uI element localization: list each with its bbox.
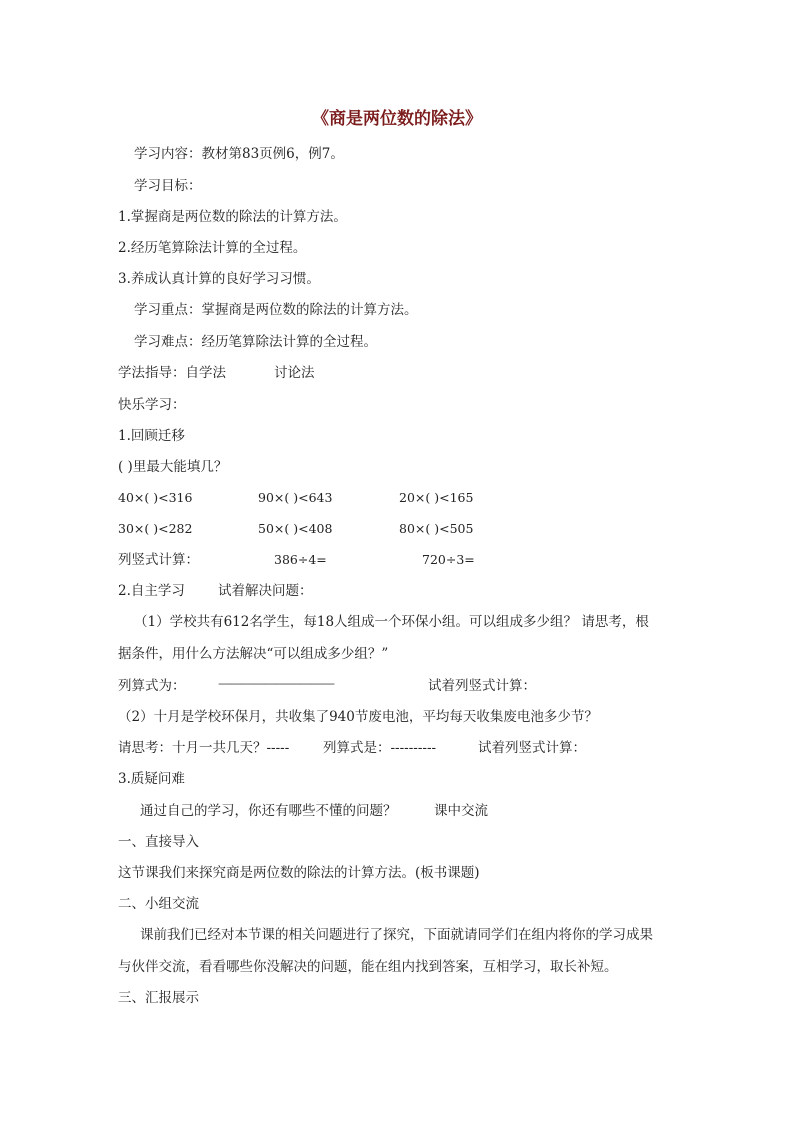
section-3-heading: 三、汇报展示 <box>118 990 199 1006</box>
fill-item: 40×( )<316 <box>118 490 193 505</box>
try-vertical-2: 试着列竖式计算： <box>478 740 586 756</box>
try-solve: 试着解决问题： <box>218 583 313 599</box>
formula-blank: —————————— <box>218 676 333 692</box>
difficulty: 学习难点：经历笔算除法计算的全过程。 <box>134 334 377 350</box>
fill-item: 20×( )<165 <box>399 490 474 505</box>
formula-2: 列算式是：---------- <box>323 740 437 756</box>
question-heading: 3.质疑问难 <box>118 771 185 787</box>
fill-item: 90×( )<643 <box>258 490 333 505</box>
fill-item: 50×( )<408 <box>258 521 333 536</box>
problem-1-line-1: （1）学校共有612名学生，每18人组成一个环保小组。可以组成多少组？ 请思考，根 <box>134 614 649 630</box>
review-heading: 1.回顾迁移 <box>118 428 185 444</box>
calc-item: 720÷3= <box>422 552 475 567</box>
calc-item: 386÷4= <box>274 552 327 567</box>
goal-1: 1.掌握商是两位数的除法的计算方法。 <box>118 209 347 225</box>
class-exchange: 课中交流 <box>434 803 488 819</box>
try-vertical: 试着列竖式计算： <box>428 678 536 694</box>
learning-content: 学习内容：教材第83页例6，例7。 <box>134 146 344 162</box>
fill-item: 80×( )<505 <box>399 521 474 536</box>
method-label: 学法指导：自学法 <box>118 365 226 381</box>
method-2: 讨论法 <box>274 365 315 381</box>
think-days: 请思考：十月一共几天？----- <box>118 740 290 756</box>
vertical-calc-label: 列竖式计算： <box>118 552 199 568</box>
self-study-heading: 2.自主学习 <box>118 583 185 599</box>
section-2-line-1: 课前我们已经对本节课的相关问题进行了探究，下面就请同学们在组内将你的学习成果 <box>140 927 653 943</box>
section-2-line-2: 与伙伴交流，看看哪些你没解决的问题，能在组内找到答案，互相学习，取长补短。 <box>118 959 618 975</box>
happy-learning: 快乐学习： <box>118 397 186 413</box>
question-text: 通过自己的学习，你还有哪些不懂的问题？ <box>140 803 397 819</box>
section-1-heading: 一、直接导入 <box>118 834 199 850</box>
goal-3: 3.养成认真计算的良好学习习惯。 <box>118 271 320 287</box>
key-point: 学习重点：掌握商是两位数的除法的计算方法。 <box>134 302 418 318</box>
section-1-text: 这节课我们来探究商是两位数的除法的计算方法。(板书课题) <box>118 865 480 881</box>
fill-item: 30×( )<282 <box>118 521 193 536</box>
problem-2: （2）十月是学校环保月，共收集了940节废电池，平均每天收集废电池多少节？ <box>118 709 598 725</box>
goal-2: 2.经历笔算除法计算的全过程。 <box>118 240 307 256</box>
formula-label: 列算式为： <box>118 678 186 694</box>
goals-heading: 学习目标： <box>134 178 202 194</box>
document-title: 《商是两位数的除法》 <box>312 109 482 129</box>
section-2-heading: 二、小组交流 <box>118 896 199 912</box>
problem-1-line-2: 据条件，用什么方法解决“可以组成多少组？” <box>118 646 389 662</box>
fill-question: ( )里最大能填几？ <box>118 459 228 475</box>
